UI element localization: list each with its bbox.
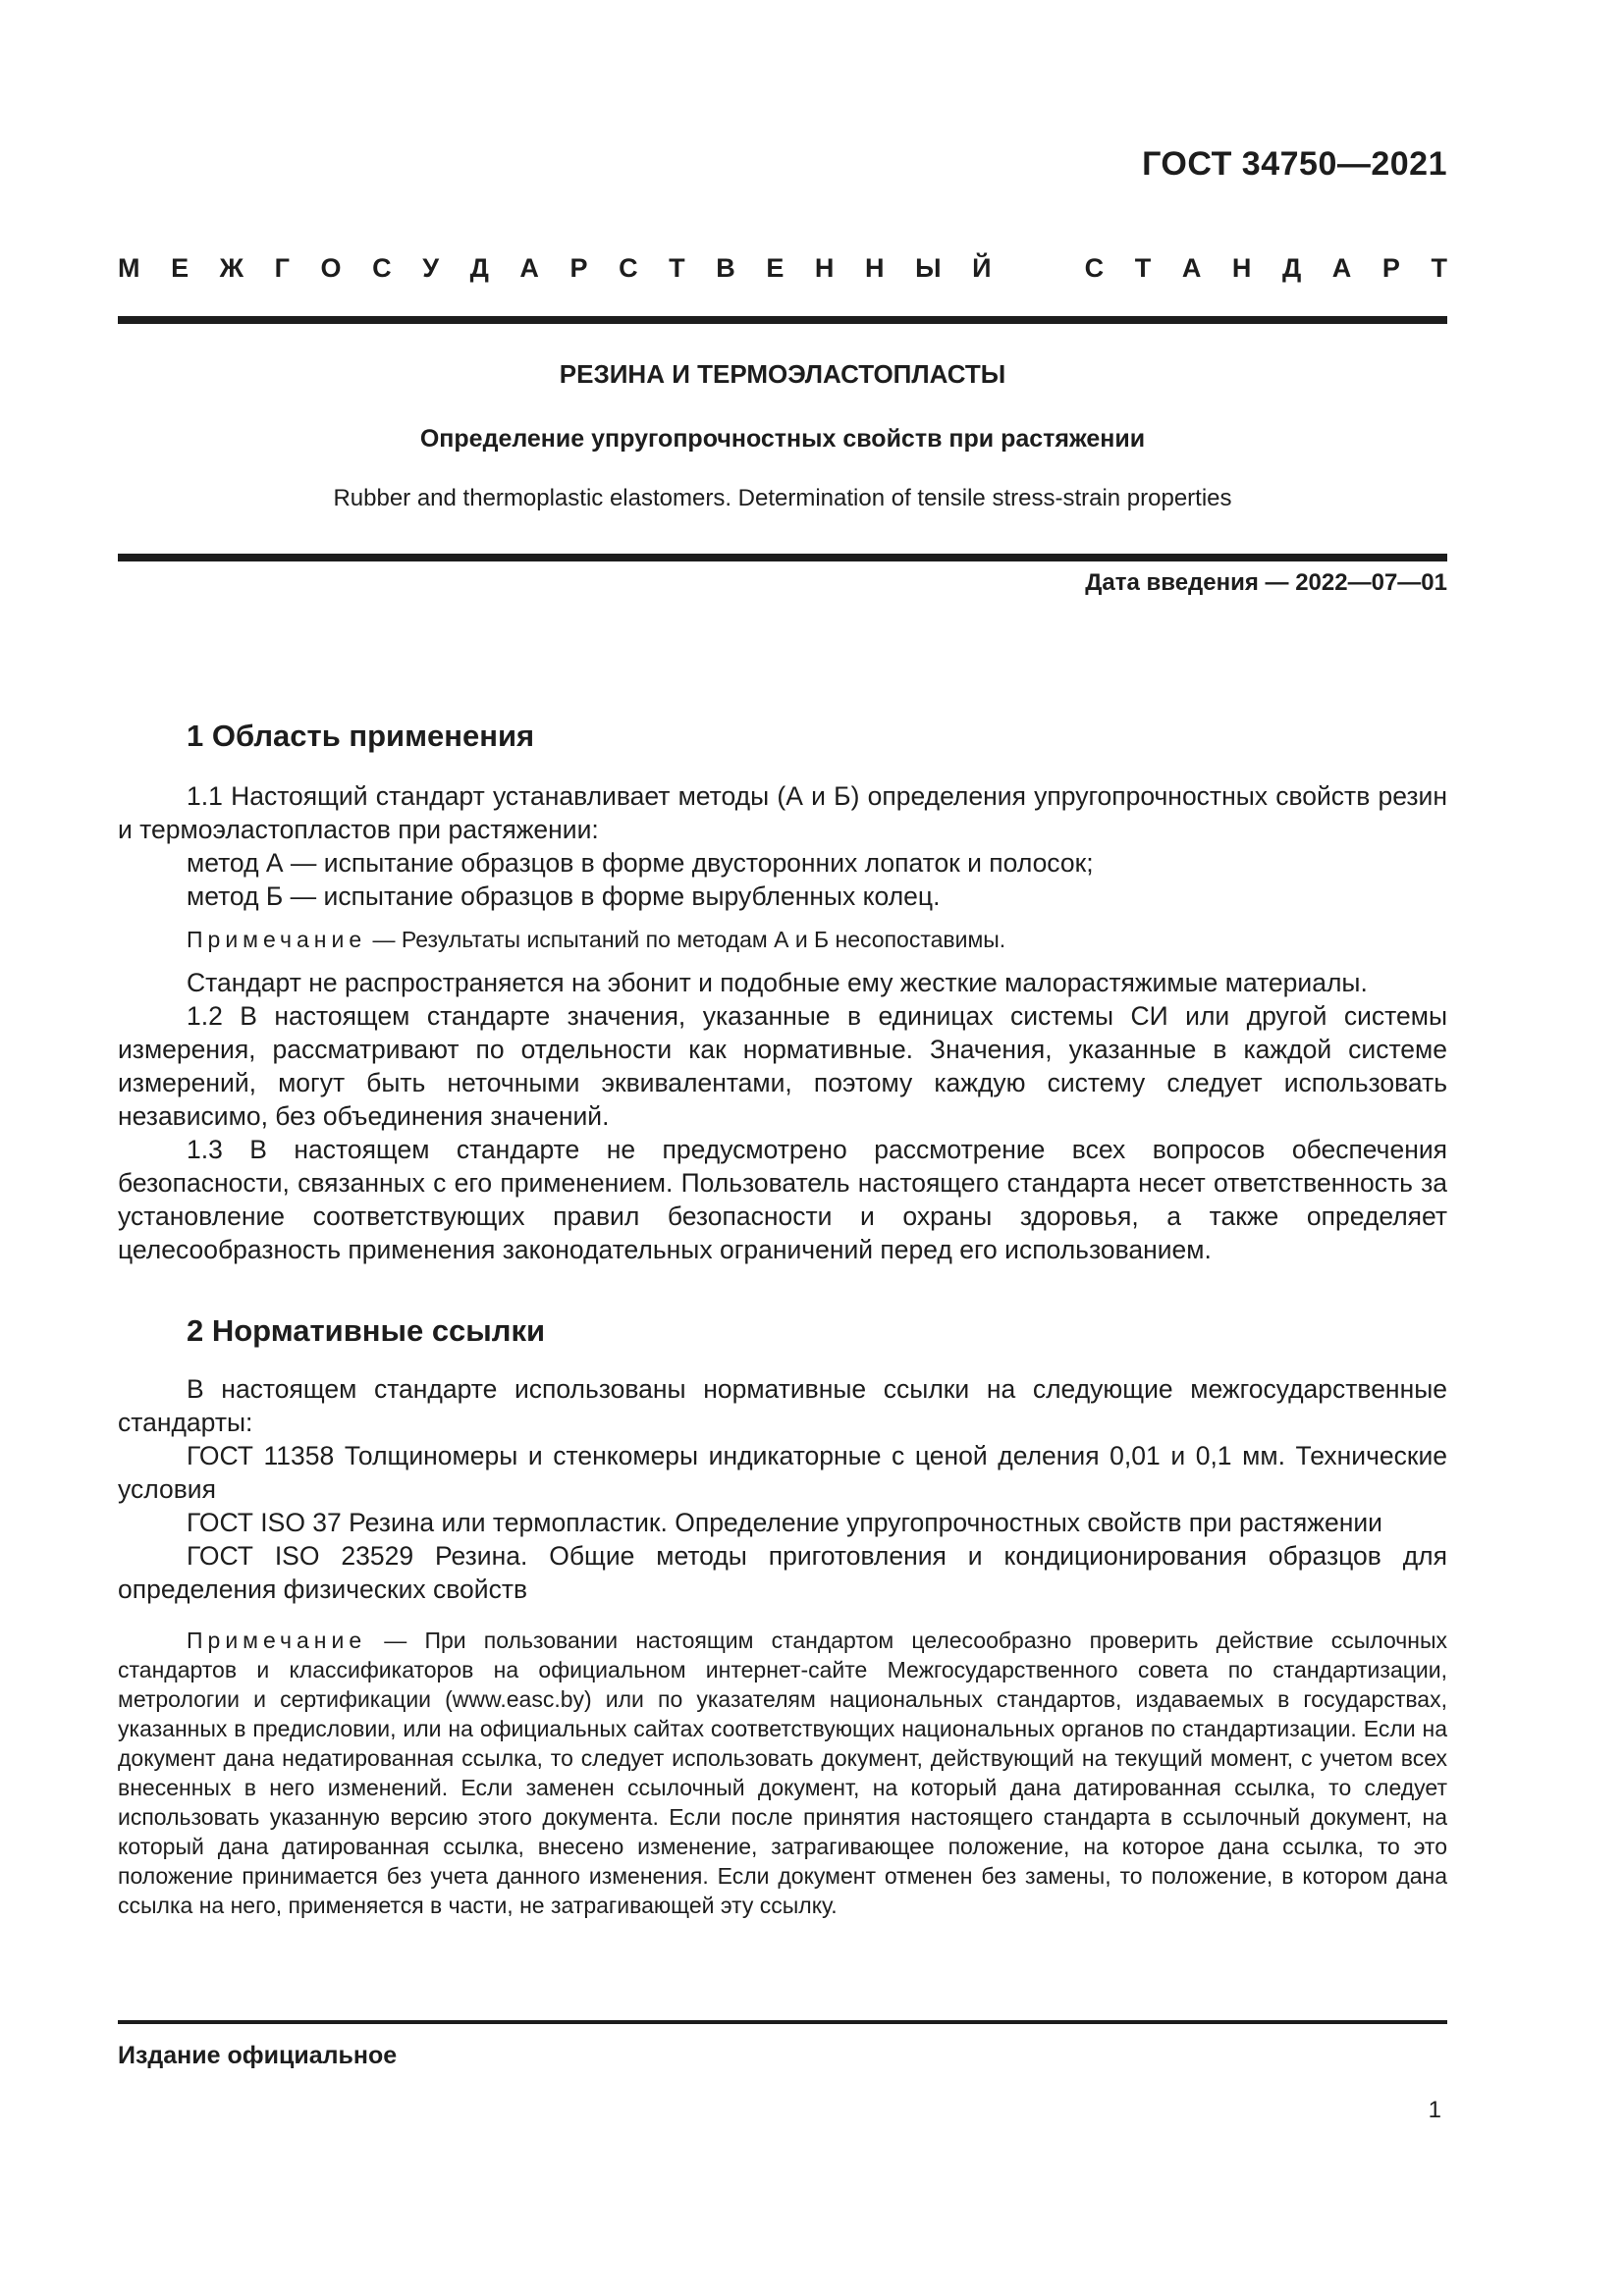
reference-gost-iso-23529: ГОСТ ISO 23529 Резина. Общие методы приготовления и кондиционирования образцов для определения физических свойств	[118, 1541, 1447, 1604]
note-text: — При пользовании настоящим стандартом целесообразно проверить действие ссылочных стандартов и классификаторов на официальном интернет-сайте Межгосударственного совета по стандартизации, метрологии и сертификации (www.easc.by) или по указателям национальных стандартов, издаваемых в государствах, указанных в предисловии, или на официальных сайтах соответствующих национальных органов по стандартизации. Если на документ дана недатированная ссылка, то следует использовать документ, действующий на текущий момент, с учетом всех внесенных в него изменений. Если заменен ссылочный документ, на который дана датированная ссылка, то следует использовать указанную версию этого документа. Если после принятия настоящего стандарта в ссылочный документ, на который дана датированная ссылка, внесено изменение, затрагивающее положение, на которое дана ссылка, то это положение принимается без учета данного изменения. Если документ отменен без замены, то положение, в котором дана ссылка на него, применяется в части, не затрагивающей эту ссылку.	[118, 1628, 1447, 1918]
section-2-heading: 2 Нормативные ссылки	[187, 1313, 546, 1348]
header-letter: А	[519, 253, 539, 283]
header-letter: Р	[569, 253, 588, 283]
header-letter: Т	[1431, 253, 1447, 283]
note-2	[118, 1626, 1447, 1920]
paragraph-1-2: 1.2 В настоящем стандарте значения, указанные в единицах системы СИ или другой системы измерения, рассматривают по отдельности как нормативные. Значения, указанные в каждой системе измерений, могут быть неточными эквивалентами, поэтому каждую систему следует использовать независимо, без объединения значений.	[118, 1001, 1447, 1131]
top-divider	[118, 316, 1447, 324]
english-title: Rubber and thermoplastic elastomers. Determination of tensile stress-strain properties	[333, 485, 1232, 511]
paragraph-scope-exclusion: Стандарт не распространяется на эбонит и подобные ему жесткие малорастяжимые материалы.	[187, 968, 1368, 997]
note-1	[118, 925, 1447, 954]
reference-gost-iso-37: ГОСТ ISO 37 Резина или термопластик. Определение упругопрочностных свойств при растяжении	[187, 1508, 1382, 1537]
page-number: 1	[1428, 2097, 1441, 2123]
header-letter: Г	[274, 253, 290, 283]
section-1-body	[118, 779, 1447, 1266]
method-a: метод А — испытание образцов в форме двусторонних лопаток и полосок;	[187, 848, 1094, 878]
document-title: РЕЗИНА И ТЕРМОЭЛАСТОПЛАСТЫ	[559, 359, 1006, 389]
header-letter: С	[619, 253, 638, 283]
reference-gost-11358: ГОСТ 11358 Толщиномеры и стенкомеры индикаторные с ценой деления 0,01 и 0,1 мм. Технические условия	[118, 1441, 1447, 1504]
introduction-date: Дата введения — 2022—07—01	[1085, 569, 1447, 596]
document-subtitle: Определение упругопрочностных свойств при растяжении	[419, 425, 1146, 453]
header-letter: Т	[669, 253, 685, 283]
paragraph-1-1: 1.1 Настоящий стандарт устанавливает методы (А и Б) определения упругопрочностных свойств резин и термоэластопластов при растяжении:	[118, 781, 1447, 844]
header-letter: Н	[814, 253, 835, 283]
header-letter: С	[1084, 253, 1105, 283]
header-letter: Н	[865, 253, 885, 283]
header-letter: У	[422, 253, 440, 283]
header-letter: А	[1331, 253, 1352, 283]
header-letter: В	[716, 253, 735, 283]
title-divider	[118, 554, 1447, 561]
header-letter: Р	[1381, 253, 1400, 283]
interstate-standard-header	[118, 253, 1447, 284]
header-letter: М	[118, 253, 140, 283]
note-text: — Результаты испытаний по методам А и Б несопоставимы.	[366, 927, 1006, 952]
footer-divider	[118, 2020, 1447, 2024]
section-2-body	[118, 1372, 1447, 1932]
header-letter: Е	[171, 253, 189, 283]
standard-number: ГОСТ 34750—2021	[1142, 145, 1447, 183]
header-letter: Й	[972, 253, 992, 283]
paragraph-2-intro: В настоящем стандарте использованы нормативные ссылки на следующие межгосударственные стандарты:	[118, 1374, 1447, 1437]
header-letter: Д	[1281, 253, 1302, 283]
header-letter: Ж	[219, 253, 244, 283]
header-letter: О	[320, 253, 342, 283]
header-letter: А	[1181, 253, 1202, 283]
note-label: Примечание	[187, 1628, 367, 1653]
word-gap	[1022, 253, 1054, 284]
note-label: Примечание	[187, 927, 367, 952]
method-b: метод Б — испытание образцов в форме вырубленных колец.	[187, 881, 941, 911]
paragraph-1-3: 1.3 В настоящем стандарте не предусмотрено рассмотрение всех вопросов обеспечения безопасности, связанных с его применением. Пользователь настоящего стандарта несет ответственность за установление соответствующих правил безопасности и охраны здоровья, а также определяет целесообразность применения законодательных ограничений перед его использованием.	[118, 1135, 1447, 1264]
header-letter: Н	[1231, 253, 1252, 283]
header-letter: Ы	[915, 253, 942, 283]
header-letter: Е	[766, 253, 785, 283]
header-letter: Д	[469, 253, 489, 283]
header-letter: Т	[1134, 253, 1152, 283]
section-1-heading: 1 Область применения	[187, 719, 535, 753]
official-edition-label: Издание официальное	[118, 2042, 398, 2069]
header-letter: С	[372, 253, 392, 283]
